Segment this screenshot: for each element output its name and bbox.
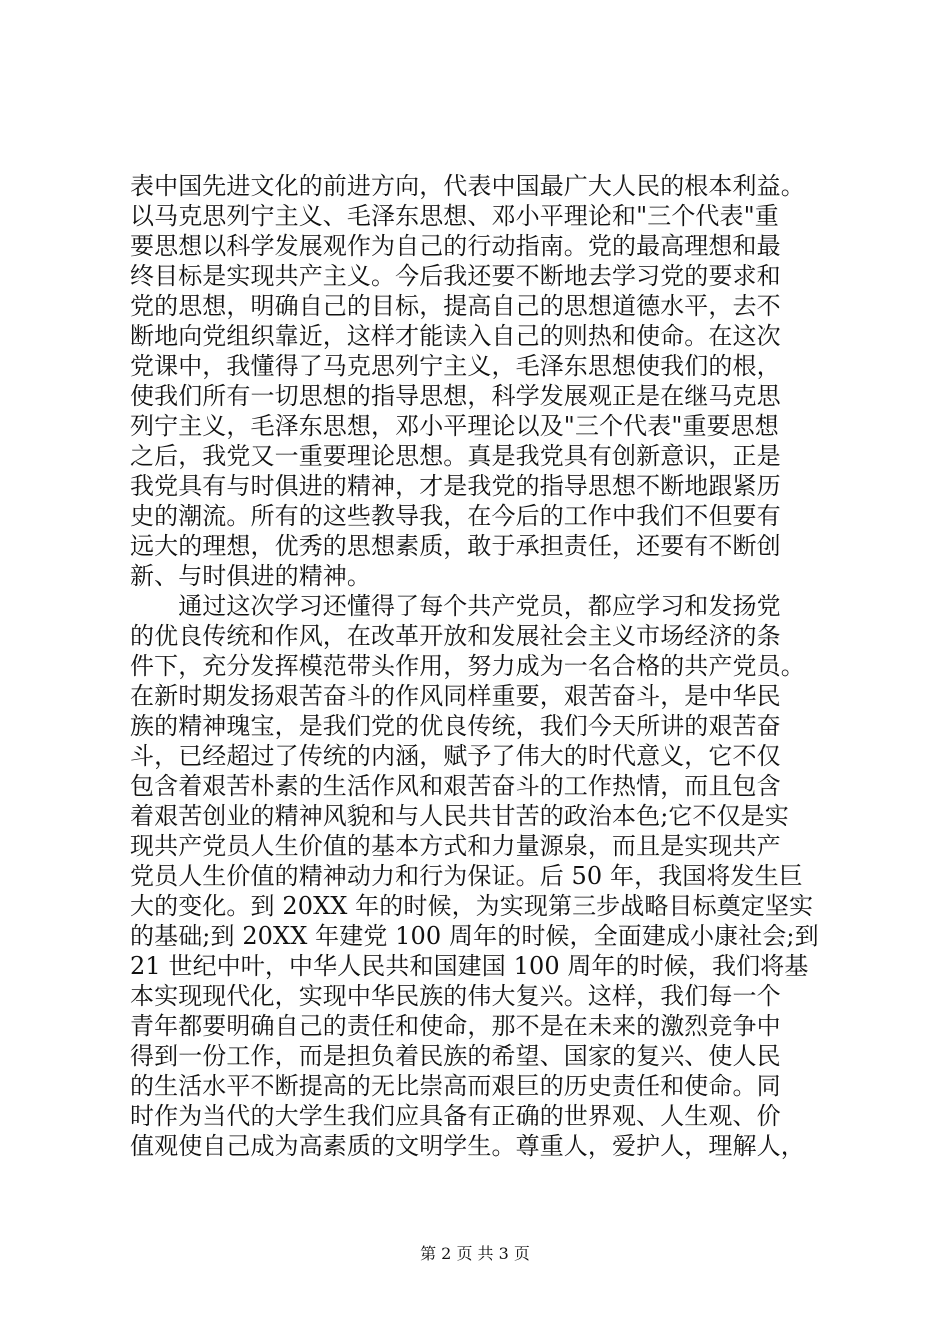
text-line: 之后，我党又一重要理论思想。真是我党具有创新意识，正是: [130, 442, 781, 470]
text-line: 新、与时俱进的精神。: [130, 562, 371, 590]
text-line: 我党具有与时俱进的精神，才是我党的指导思想不断地跟紧历: [130, 472, 781, 500]
text-line: 21 世纪中叶，中华人民共和国建国 100 周年的时候，我们将基: [130, 952, 809, 980]
text-line: 青年都要明确自己的责任和使命，那不是在未来的激烈竞争中: [130, 1012, 781, 1040]
text-line: 现共产党员人生价值的基本方式和力量源泉，而且是实现共产: [130, 832, 781, 860]
text-line: 史的潮流。所有的这些教导我，在今后的工作中我们不但要有: [130, 502, 781, 530]
text-line: 的生活水平不断提高的无比崇高而艰巨的历史责任和使命。同: [130, 1072, 781, 1100]
body-text: [130, 171, 830, 1161]
page-number-label: 第 2 页 共 3 页: [420, 1244, 530, 1263]
text-line: 着艰苦创业的精神风貌和与人民共甘苦的政治本色;它不仅是实: [130, 802, 789, 830]
text-line: 党的思想，明确自己的目标，提高自己的思想道德水平，去不: [130, 292, 781, 320]
text-line: 值观使自己成为高素质的文明学生。尊重人，爱护人，理解人，: [130, 1132, 805, 1160]
text-line: 党课中，我懂得了马克思列宁主义，毛泽东思想使我们的根，: [130, 352, 781, 380]
text-line: 的基础;到 20XX 年建党 100 周年的时候，全面建成小康社会;到: [130, 922, 819, 950]
text-line: 斗，已经超过了传统的内涵，赋予了伟大的时代意义，它不仅: [130, 742, 781, 770]
text-line: 以马克思列宁主义、毛泽东思想、邓小平理论和"三个代表"重: [130, 202, 779, 230]
text-line: 大的变化。到 20XX 年的时候，为实现第三步战略目标奠定坚实: [130, 892, 814, 920]
text-line: 在新时期发扬艰苦奋斗的作风同样重要，艰苦奋斗，是中华民: [130, 682, 781, 710]
text-line: 的优良传统和作风，在改革开放和发展社会主义市场经济的条: [130, 622, 781, 650]
text-line: 族的精神瑰宝，是我们党的优良传统，我们今天所讲的艰苦奋: [130, 712, 781, 740]
text-line: 得到一份工作，而是担负着民族的希望、国家的复兴、使人民: [130, 1042, 781, 1070]
text-line: 要思想以科学发展观作为自己的行动指南。党的最高理想和最: [130, 232, 781, 260]
text-line: 断地向党组织靠近，这样才能读入自己的则热和使命。在这次: [130, 322, 781, 350]
text-line: 表中国先进文化的前进方向，代表中国最广大人民的根本利益。: [130, 172, 805, 200]
text-line: 列宁主义，毛泽东思想，邓小平理论以及"三个代表"重要思想: [130, 412, 779, 440]
text-line: 本实现现代化，实现中华民族的伟大复兴。这样，我们每一个: [130, 982, 781, 1010]
text-line: 时作为当代的大学生我们应具备有正确的世界观、人生观、价: [130, 1102, 781, 1130]
text-line: 使我们所有一切思想的指导思想，科学发展观正是在继马克思: [130, 382, 781, 410]
text-line: 远大的理想，优秀的思想素质，敢于承担责任，还要有不断创: [130, 532, 781, 560]
text-line: 党员人生价值的精神动力和行为保证。后 50 年，我国将发生巨: [130, 862, 803, 890]
paragraph-start-line: 通过这次学习还懂得了每个共产党员，都应学习和发扬党: [130, 592, 781, 620]
page-footer: [0, 1243, 950, 1265]
text-line: 件下，充分发挥模范带头作用，努力成为一名合格的共产党员。: [130, 652, 805, 680]
text-line: 包含着艰苦朴素的生活作风和艰苦奋斗的工作热情，而且包含: [130, 772, 781, 800]
text-line: 终目标是实现共产主义。今后我还要不断地去学习党的要求和: [130, 262, 781, 290]
